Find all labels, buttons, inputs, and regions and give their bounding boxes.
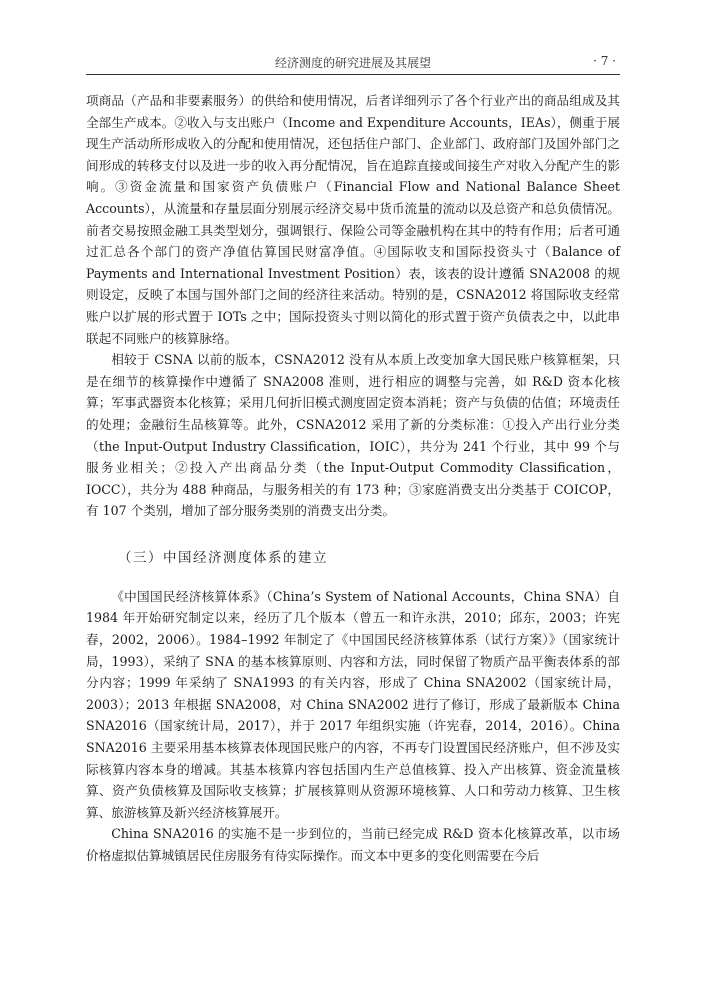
running-header (86, 50, 620, 70)
page-number: · 7 · (593, 54, 616, 68)
paragraph-4: China SNA2016 的实施不是一步到位的，当前已经完成 R&D 资本化核算改革，以市场价格虚拟估算城镇居民住房服务有待实际操作。而文本中更多的变化则需要在今后 (86, 826, 620, 863)
paragraph-1: 项商品（产品和非要素服务）的供给和使用情况，后者详细列示了各个行业产出的商品组成及其全部生产成本。②收入与支出账户（Income and Expenditure Accounts，IEAs），侧重于展现生产活动所形成收入的分配和使用情况，还包括住户部门、企业部门、政府部门及国外部门之间形成的转移支付以及进一步的收入再分配情况，旨在追踪直接或间接生产对收入分配产生的影响。③资金流量和国家资产负债账户（Financial Flow and National Balance Sheet Accounts），从流量和存量层面分别展示经济交易中货币流量的流动以及总资产和总负债情况。前者交易按照金融工具类型划分，强调银行、保险公司等金融机构在其中的特有作用；后者可通过汇总各个部门的资产净值估算国民财富净值。④国际收支和国际投资头寸（Balance of Payments and International Investment Position）表，该表的设计遵循 SNA2008 的规则设定，反映了本国与国外部门之间的经济往来活动。特别的是，CSNA2012 将国际收支经常账户以扩展的形式置于 IOTs 之中；国际投资头寸则以简化的形式置于资产负债表之中，以此串联起不同账户的核算脉络。 (86, 93, 620, 346)
section-heading: （三）中国经济测度体系的建立 (118, 549, 328, 566)
running-title: 经济测度的研究进展及其展望 (274, 56, 431, 70)
body-text (86, 90, 620, 867)
header-rule (86, 74, 620, 75)
paragraph-3: 《中国国民经济核算体系》（China’s System of National Accounts，China SNA）自 1984 年开始研究制定以来，经历了几个版本（曾五一和许永洪，2010；邱东，2003；许宪春，2002，2006）。1984–1992 年制定了《中国国民经济核算体系（试行方案）》（国家统计局，1993），采纳了 SNA 的基本核算原则、内容和方法，同时保留了物质产品平衡表体系的部分内容；1999 年采纳了 SNA1993 的有关内容，形成了 China SNA2002（国家统计局，2003）；2013 年根据 SNA2008，对 China SNA2002 进行了修订，形成了最新版本 China SNA2016（国家统计局，2017），并于 2017 年组织实施（许宪春，2014，2016）。China SNA2016 主要采用基本核算表体现国民账户的内容，不再专门设置国民经济账户，但不涉及实际核算内容本身的增减。其基本核算内容包括国内生产总值核算、投入产出核算、资金流量核算、资产负债核算及国际收支核算；扩展核算则从资源环境核算、人口和劳动力核算、卫生核算、旅游核算及新兴经济核算展开。 (86, 588, 620, 820)
paragraph-2: 相较于 CSNA 以前的版本，CSNA2012 没有从本质上改变加拿大国民账户核算框架，只是在细节的核算操作中遵循了 SNA2008 准则，进行相应的调整与完善，如 R&D 资本化核算；军事武器资本化核算；采用几何折旧模式测度固定资本消耗；资产与负债的估值；环境责任的处理；金融衍生品核算等。此外，CSNA2012 采用了新的分类标准：①投入产出行业分类（the Input-Output Industry Classification，IOIC），共分为 241 个行业，其中 99 个与服务业相关；②投入产出商品分类（the Input-Output Commodity Classification，IOCC），共分为 488 种商品，与服务相关的有 173 种；③家庭消费支出分类基于 COICOP，有 107 个类别，增加了部分服务类别的消费支出分类。 (86, 352, 620, 519)
